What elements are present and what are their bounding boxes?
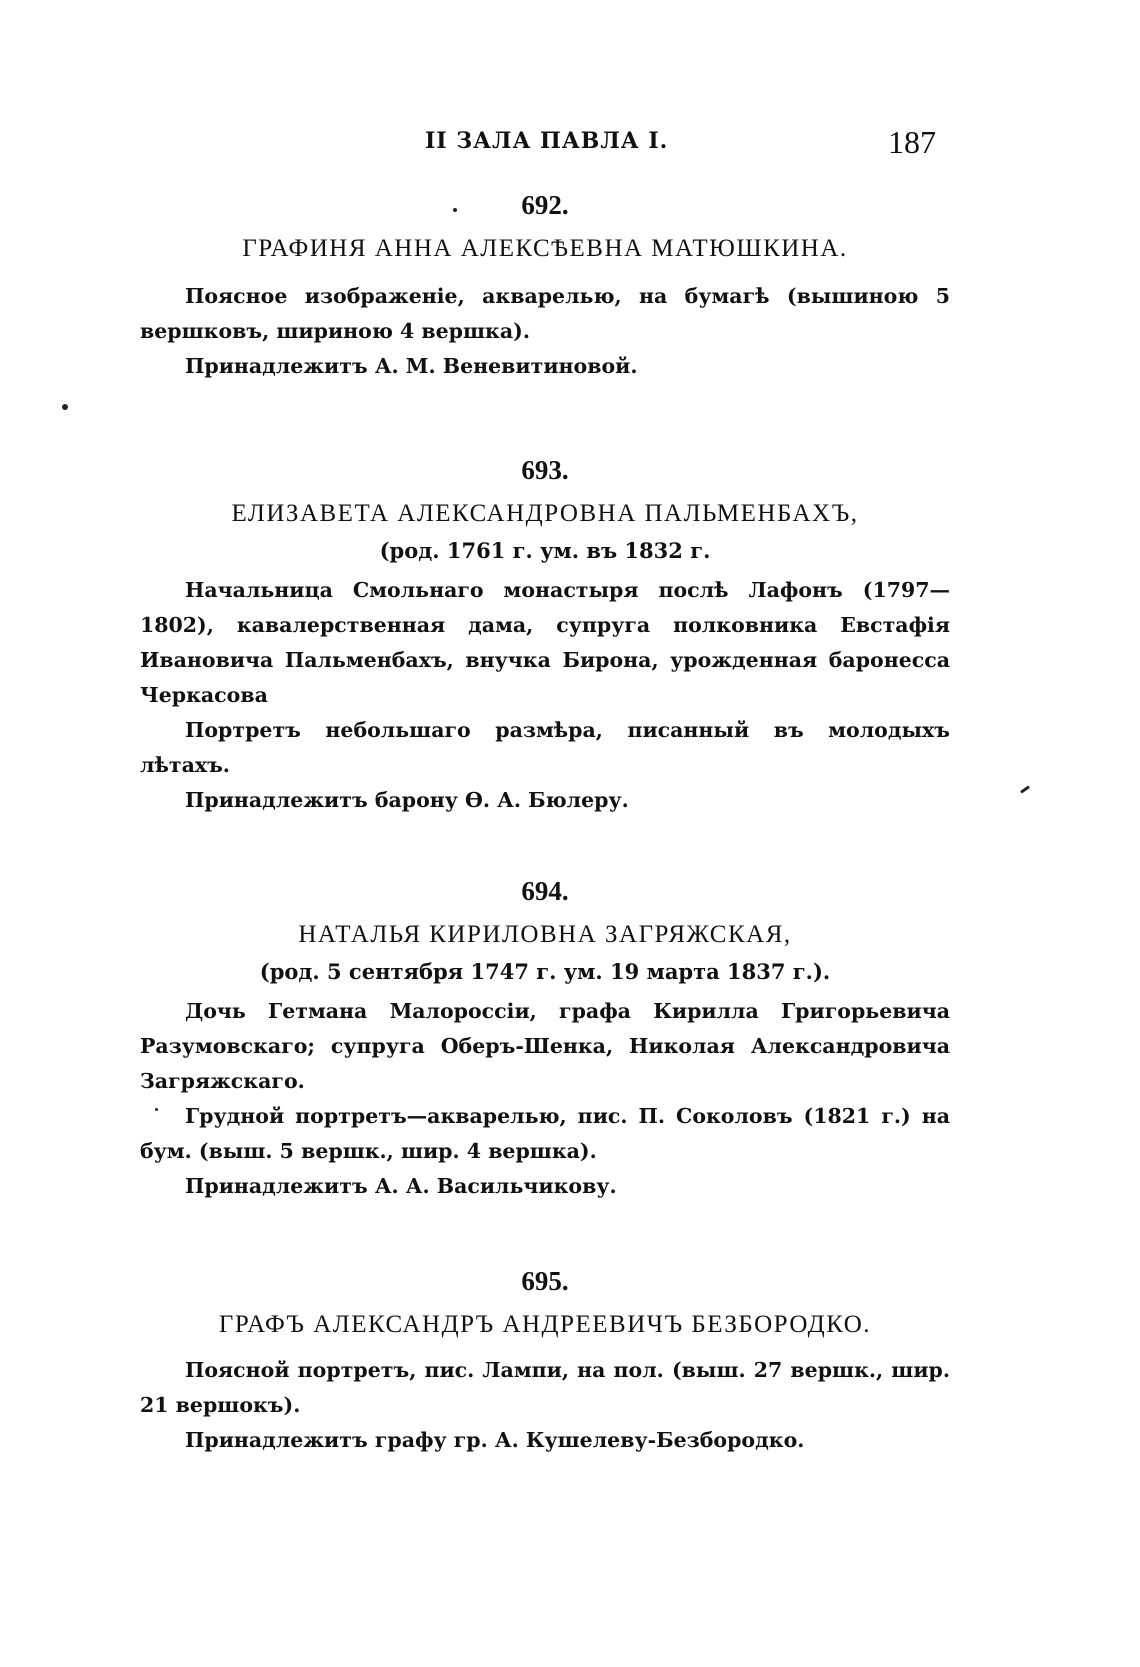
- entry-number: 692.: [521, 190, 569, 220]
- entry-number: 694.: [521, 876, 569, 906]
- entry-dates: (род. 5 сентября 1747 г. ум. 19 марта 1837 г.).: [259, 959, 831, 984]
- scan-speck: [155, 1108, 158, 1111]
- entry-title: НАТАЛЬЯ КИРИЛОВНА ЗАГРЯЖСКАЯ,: [298, 921, 792, 948]
- entry-description: Поясное изображеніе, акварелью, на бумагѣ (вышиною 5 вершковъ, шириною 4 вершка).: [140, 284, 950, 343]
- entry-number: 693.: [521, 455, 569, 485]
- entry-description: Поясной портретъ, пис. Лампи, на пол. (выш. 27 вершк., шир. 21 вершокъ).: [140, 1358, 950, 1417]
- entry-number: 695.: [521, 1266, 569, 1296]
- scan-speck: [62, 404, 68, 410]
- page-number: 187: [888, 124, 936, 160]
- entry-694: [140, 876, 950, 1204]
- entry-description: Портретъ небольшаго размѣра, писанный въ молодыхъ лѣтахъ.: [140, 718, 950, 777]
- entry-biography: Начальница Смольнаго монастыря послѣ Лафонъ (1797—1802), кавалерственная дама, супруга полковника Евстафія Ивановича Пальменбахъ, внучка Бирона, урожденная баронесса Черкасова: [140, 578, 950, 707]
- entry-693: [140, 455, 950, 818]
- entry-title: ГРАФЪ АЛЕКСАНДРЪ АНДРЕЕВИЧЪ БЕЗБОРОДКО.: [218, 1311, 872, 1338]
- running-title: II ЗАЛА ПАВЛА I.: [425, 128, 669, 154]
- entry-title: ЕЛИЗАВЕТА АЛЕКСАНДРОВНА ПАЛЬМЕНБАХЪ,: [231, 500, 859, 527]
- entry-owner: Принадлежитъ А. М. Веневитиновой.: [185, 354, 638, 378]
- entry-owner: Принадлежитъ графу гр. А. Кушелеву-Безбородко.: [185, 1428, 805, 1452]
- entry-695: [140, 1266, 950, 1458]
- entry-692: [140, 190, 950, 384]
- entry-owner: Принадлежитъ барону Ѳ. А. Бюлеру.: [185, 788, 629, 812]
- entry-title: ГРАФИНЯ АННА АЛЕКСѢЕВНА МАТЮШКИНА.: [242, 235, 848, 262]
- scan-speck: [453, 208, 457, 212]
- scan-speck: [1020, 785, 1030, 793]
- entry-biography: Дочь Гетмана Малороссіи, графа Кирилла Григорьевича Разумовскаго; супруга Оберъ-Шенка, Николая Александровича Загряжскаго.: [140, 999, 950, 1093]
- entry-description: Грудной портретъ—акварелью, пис. П. Соколовъ (1821 г.) на бум. (выш. 5 вершк., шир. 4 вершка).: [140, 1104, 950, 1163]
- entry-dates: (род. 1761 г. ум. въ 1832 г.: [379, 538, 711, 563]
- entry-owner: Принадлежитъ А. А. Васильчикову.: [185, 1174, 617, 1198]
